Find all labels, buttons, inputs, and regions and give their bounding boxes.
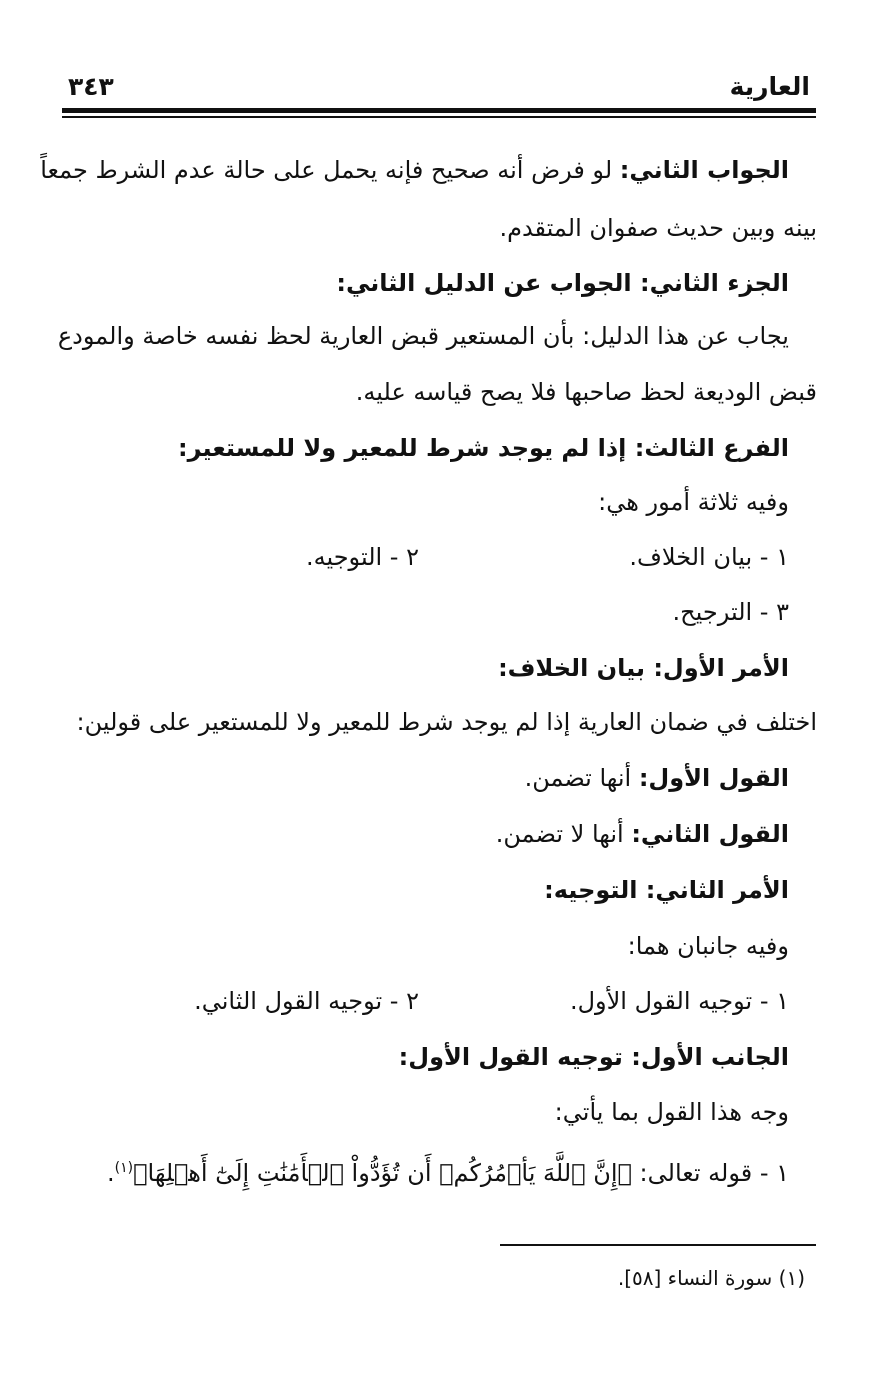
page-number: ٣٤٣ [68,72,114,101]
running-title: العارية [729,72,810,101]
footnote-1: (١) سورة النساء [٥٨]. [617,1266,805,1290]
opinion-two-text: أنها لا تضمن. [495,820,632,848]
list-item-2: ٢ - التوجيه. [305,543,419,571]
list-item-3: ٣ - الترجيح. [672,598,789,626]
heading-branch-three: الفرع الثالث: إذا لم يوجد شرط للمعير ولا للمستعير: [178,434,789,462]
header-rule-thin [62,116,816,118]
intro-reasons: وجه هذا القول بما يأتي: [554,1098,789,1126]
opinion-two [496,816,789,852]
paragraph-reply-line-1: يجاب عن هذا الدليل: بأن المستعير قبض العارية لحظ نفسه خاصة والمودع [57,322,789,350]
answer-text: لو فرض أنه صحيح فإنه يحمل على حالة عدم الشرط جمعاً [40,156,620,184]
verse-prefix: ١ - قوله تعالى: [631,1159,789,1187]
header-rule-thick [62,108,816,113]
side-list-item-1: ١ - توجيه القول الأول. [569,987,789,1015]
opinion-two-lead: القول الثاني: [631,820,789,848]
answer-lead: الجواب الثاني: [619,156,789,184]
side-list-item-2: ٢ - توجيه القول الثاني. [194,987,419,1015]
footnote-marker[interactable]: (١) [114,1160,134,1176]
heading-matter-two: الأمر الثاني: التوجيه: [544,876,789,904]
opinion-one-lead: القول الأول: [638,764,789,792]
paragraph-answer-line-2: بينه وبين حديث صفوان المتقدم. [499,214,817,242]
heading-part-two: الجزء الثاني: الجواب عن الدليل الثاني: [336,269,789,297]
heading-matter-one: الأمر الأول: بيان الخلاف: [498,654,789,682]
footnote-separator [500,1244,816,1246]
verse-end: . [107,1159,115,1187]
paragraph-answer-line-1 [40,152,789,188]
paragraph-reply-line-2: قبض الوديعة لحظ صاحبها فلا يصح قياسه عليه. [355,378,817,406]
opinion-one-text: أنها تضمن. [524,764,639,792]
quran-verse: ﴿إِنَّ ٱللَّهَ يَأۡمُرُكُمۡ أَن تُؤَدُّواْ ٱلۡأَمَٰنَٰتِ إِلَىٰٓ أَهۡلِهَا﴾ [133,1159,632,1187]
list-item-1: ١ - بيان الخلاف. [629,543,789,571]
page-header [62,62,816,102]
verse-line [107,1150,789,1191]
paragraph-dispute: اختلف في ضمان العارية إذا لم يوجد شرط للمعير ولا للمستعير على قولين: [76,708,817,736]
intro-three-matters: وفيه ثلاثة أمور هي: [598,488,789,516]
intro-two-sides: وفيه جانبان هما: [627,932,789,960]
opinion-one [525,760,789,796]
heading-side-one: الجانب الأول: توجيه القول الأول: [398,1043,789,1071]
